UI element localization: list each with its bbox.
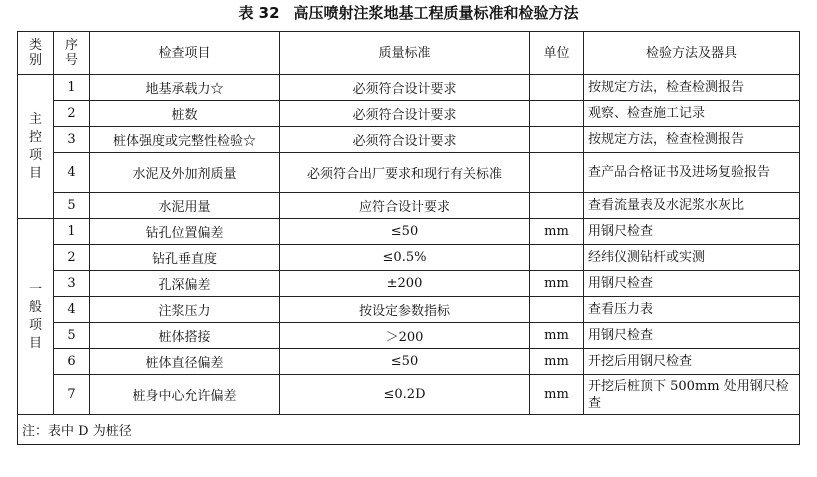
cell-unit: mm — [530, 323, 584, 349]
cell-item: 注浆压力 — [90, 297, 280, 323]
cell-unit: mm — [530, 271, 584, 297]
quality-standard-table — [17, 31, 800, 445]
cell-no: 5 — [54, 323, 90, 349]
cell-standard: 必须符合设计要求 — [280, 127, 530, 153]
cell-unit: mm — [530, 375, 584, 415]
table-number: 表 32 — [238, 4, 280, 22]
cell-method: 用钢尺检查 — [584, 323, 800, 349]
table-row — [18, 297, 800, 323]
cell-unit — [530, 297, 584, 323]
cell-unit — [530, 193, 584, 219]
cell-no: 6 — [54, 349, 90, 375]
cell-standard: ≤50 — [280, 349, 530, 375]
cell-item: 桩体搭接 — [90, 323, 280, 349]
cell-standard: 必须符合出厂要求和现行有关标准 — [280, 153, 530, 193]
cell-method: 按规定方法，检查检测报告 — [584, 75, 800, 101]
table-row — [18, 245, 800, 271]
cell-method: 开挖后用钢尺检查 — [584, 349, 800, 375]
cell-no: 1 — [54, 75, 90, 101]
cell-method: 按规定方法，检查检测报告 — [584, 127, 800, 153]
cell-method: 用钢尺检查 — [584, 271, 800, 297]
cell-no: 3 — [54, 271, 90, 297]
cell-standard: ≤0.2D — [280, 375, 530, 415]
cell-no: 4 — [54, 153, 90, 193]
cell-method: 开挖后桩顶下 500mm 处用钢尺检查 — [584, 375, 800, 415]
cell-item: 孔深偏差 — [90, 271, 280, 297]
cell-no: 1 — [54, 219, 90, 245]
cell-item: 水泥及外加剂质量 — [90, 153, 280, 193]
table-row — [18, 153, 800, 193]
cell-method: 查产品合格证书及进场复验报告 — [584, 153, 800, 193]
table-row — [18, 271, 800, 297]
cell-standard: ＞200 — [280, 323, 530, 349]
cell-unit — [530, 153, 584, 193]
header-seq: 序 号 — [54, 32, 90, 75]
cell-standard: 按设定参数指标 — [280, 297, 530, 323]
table-note: 注：表中 D 为桩径 — [18, 415, 800, 445]
cell-unit — [530, 75, 584, 101]
table-row — [18, 219, 800, 245]
table-row — [18, 323, 800, 349]
cell-unit: mm — [530, 349, 584, 375]
cell-method: 用钢尺检查 — [584, 219, 800, 245]
header-unit: 单位 — [530, 32, 584, 75]
cell-unit: mm — [530, 219, 584, 245]
table-row — [18, 349, 800, 375]
cell-no: 2 — [54, 101, 90, 127]
cell-standard: ±200 — [280, 271, 530, 297]
cell-item: 桩体强度或完整性检验☆ — [90, 127, 280, 153]
cell-item: 桩体直径偏差 — [90, 349, 280, 375]
cell-no: 4 — [54, 297, 90, 323]
cell-item: 钻孔垂直度 — [90, 245, 280, 271]
cell-method: 查看压力表 — [584, 297, 800, 323]
header-row — [18, 32, 800, 75]
header-method: 检验方法及器具 — [584, 32, 800, 75]
cell-unit — [530, 101, 584, 127]
cell-item: 地基承载力☆ — [90, 75, 280, 101]
header-category: 类 别 — [18, 32, 54, 75]
cell-unit — [530, 127, 584, 153]
header-item: 检查项目 — [90, 32, 280, 75]
table-title: 高压喷射注浆地基工程质量标准和检验方法 — [293, 4, 579, 22]
table-row — [18, 75, 800, 101]
cell-standard: 应符合设计要求 — [280, 193, 530, 219]
cell-unit — [530, 245, 584, 271]
table-row — [18, 101, 800, 127]
cell-method: 查看流量表及水泥浆水灰比 — [584, 193, 800, 219]
cell-method: 观察、检查施工记录 — [584, 101, 800, 127]
table-caption — [0, 2, 817, 24]
table-row — [18, 375, 800, 415]
group-general-label: 一 般 项 目 — [18, 219, 54, 415]
header-standard: 质量标准 — [280, 32, 530, 75]
cell-standard: 必须符合设计要求 — [280, 101, 530, 127]
cell-no: 3 — [54, 127, 90, 153]
cell-standard: ≤0.5% — [280, 245, 530, 271]
cell-item: 桩数 — [90, 101, 280, 127]
cell-no: 5 — [54, 193, 90, 219]
table-row — [18, 127, 800, 153]
cell-item: 钻孔位置偏差 — [90, 219, 280, 245]
note-row — [18, 415, 800, 445]
cell-standard: ≤50 — [280, 219, 530, 245]
table-row — [18, 193, 800, 219]
cell-standard: 必须符合设计要求 — [280, 75, 530, 101]
cell-method: 经纬仪测钻杆或实测 — [584, 245, 800, 271]
cell-no: 7 — [54, 375, 90, 415]
group-main-label: 主 控 项 目 — [18, 75, 54, 219]
cell-item: 桩身中心允许偏差 — [90, 375, 280, 415]
cell-item: 水泥用量 — [90, 193, 280, 219]
cell-no: 2 — [54, 245, 90, 271]
